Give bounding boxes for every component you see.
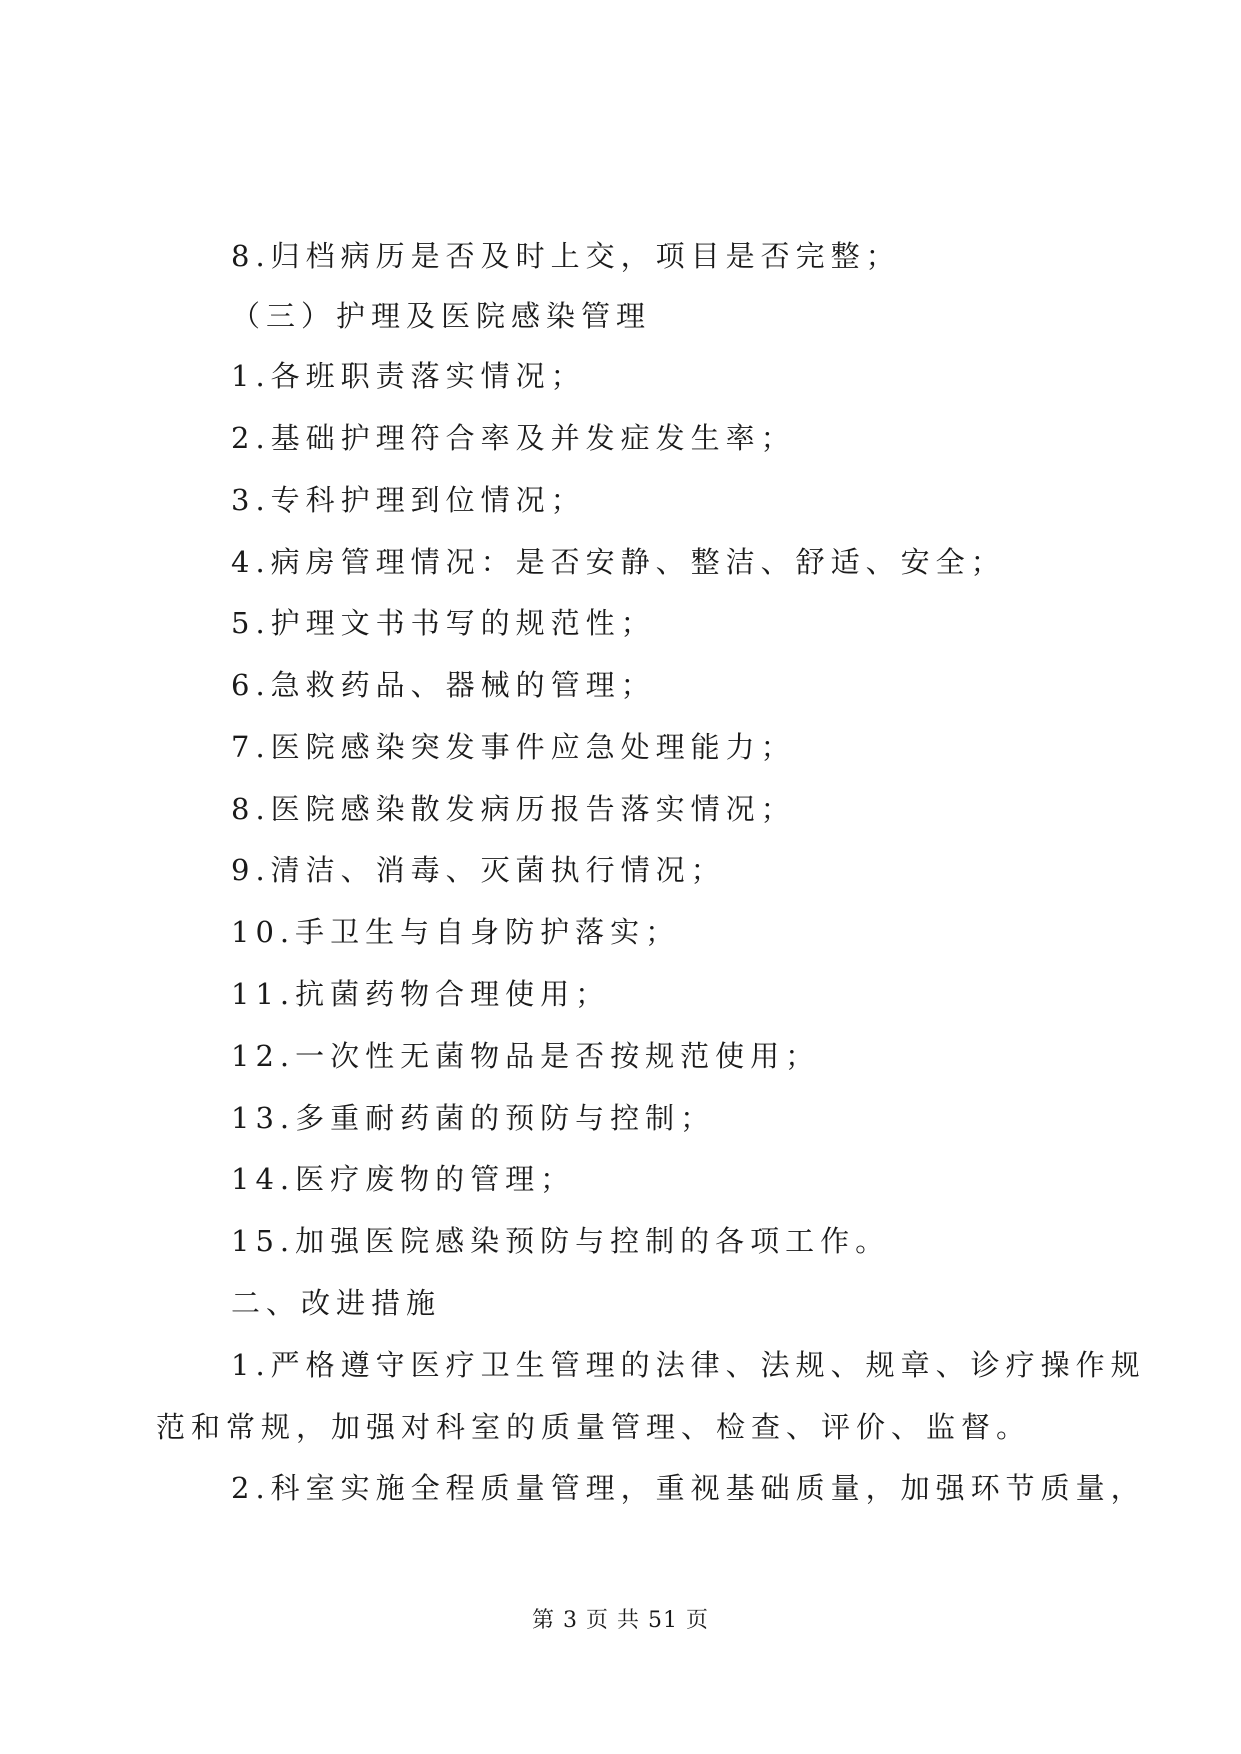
list-item: 5.护理文书书写的规范性； — [231, 606, 656, 640]
list-item: 4.病房管理情况：是否安静、整洁、舒适、安全； — [231, 545, 1006, 579]
section-heading: 二、改进措施 — [231, 1286, 442, 1320]
list-item: 10.手卫生与自身防护落实； — [231, 915, 681, 949]
section-heading: （三）护理及医院感染管理 — [231, 299, 652, 333]
paragraph-line: 范和常规，加强对科室的质量管理、检查、评价、监督。 — [156, 1410, 1032, 1444]
list-item: 14.医疗废物的管理； — [231, 1162, 576, 1196]
list-item: 12.一次性无菌物品是否按规范使用； — [231, 1039, 821, 1073]
list-item: 7.医院感染突发事件应急处理能力； — [231, 730, 796, 764]
list-item: 3.专科护理到位情况； — [231, 483, 586, 517]
list-item: 13.多重耐药菌的预防与控制； — [231, 1101, 716, 1135]
list-item: 9.清洁、消毒、灭菌执行情况； — [231, 853, 726, 887]
list-item: 2.基础护理符合率及并发症发生率； — [231, 421, 796, 455]
list-item: 11.抗菌药物合理使用； — [231, 977, 611, 1011]
list-item: 1.各班职责落实情况； — [231, 359, 586, 393]
paragraph-line: 8.归档病历是否及时上交，项目是否完整； — [231, 239, 901, 273]
paragraph-line: 1.严格遵守医疗卫生管理的法律、法规、规章、诊疗操作规 — [231, 1348, 1146, 1382]
paragraph-line: 2.科室实施全程质量管理，重视基础质量，加强环节质量， — [231, 1471, 1146, 1505]
list-item: 8.医院感染散发病历报告落实情况； — [231, 792, 796, 826]
page-number-footer: 第 3 页 共 51 页 — [532, 1608, 709, 1633]
list-item: 6.急救药品、器械的管理； — [231, 668, 656, 702]
list-item: 15.加强医院感染预防与控制的各项工作。 — [231, 1224, 891, 1258]
